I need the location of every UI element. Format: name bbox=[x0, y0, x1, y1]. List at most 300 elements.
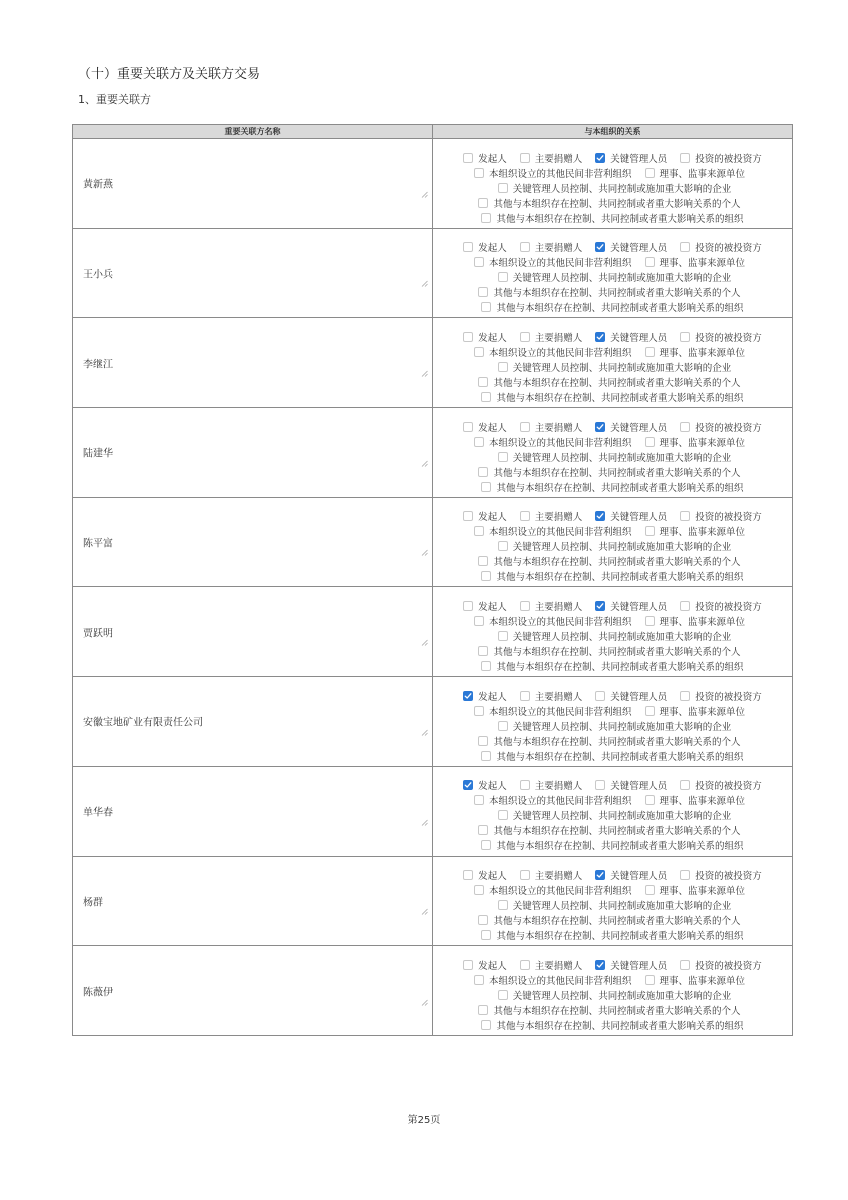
option-label: 发起人 bbox=[478, 871, 507, 882]
checkbox-icon[interactable] bbox=[520, 960, 530, 970]
option-label: 关键管理人员控制、共同控制或施加重大影响的企业 bbox=[512, 811, 732, 823]
option-key-management[interactable] bbox=[595, 868, 667, 882]
checkbox-icon[interactable] bbox=[478, 377, 488, 387]
option-key-management[interactable] bbox=[595, 778, 667, 792]
option-label: 其他与本组织存在控制、共同控制或者重大影响关系的组织 bbox=[496, 482, 744, 494]
option-label: 其他与本组织存在控制、共同控制或者重大影响关系的组织 bbox=[496, 931, 744, 942]
option-major-donor[interactable] bbox=[520, 778, 583, 792]
checkbox-icon[interactable] bbox=[645, 526, 655, 536]
option-label: 关键管理人员控制、共同控制或施加重大影响的企业 bbox=[512, 721, 732, 733]
option-other-related-organization[interactable] bbox=[481, 211, 743, 225]
checkbox-icon[interactable] bbox=[520, 242, 530, 252]
checkbox-icon[interactable] bbox=[595, 780, 605, 790]
option-label: 理事、监事来源单位 bbox=[659, 616, 746, 628]
checkbox-icon[interactable] bbox=[595, 691, 605, 701]
options-line bbox=[433, 180, 792, 195]
options-line bbox=[433, 868, 792, 883]
related-party-name-field[interactable] bbox=[73, 139, 433, 228]
options-line bbox=[433, 733, 792, 748]
option-other-related-organization[interactable] bbox=[481, 480, 743, 494]
checkbox-icon[interactable] bbox=[498, 631, 508, 641]
option-label: 其他与本组织存在控制、共同控制或者重大影响关系的个人 bbox=[493, 646, 741, 658]
table-row bbox=[73, 229, 792, 319]
relationship-options bbox=[433, 767, 792, 856]
checkbox-icon[interactable] bbox=[463, 153, 473, 163]
option-label: 关键管理人员控制、共同控制或施加重大影响的企业 bbox=[512, 452, 732, 464]
checkbox-icon[interactable] bbox=[498, 183, 508, 193]
checkbox-checked-icon[interactable] bbox=[595, 242, 605, 252]
related-party-name: 陆建华 bbox=[83, 448, 113, 460]
resize-handle-icon[interactable] bbox=[421, 370, 428, 377]
checkbox-icon[interactable] bbox=[478, 198, 488, 208]
options-line bbox=[433, 539, 792, 554]
checkbox-icon[interactable] bbox=[680, 960, 690, 970]
options-line bbox=[433, 554, 792, 569]
option-key-management[interactable] bbox=[595, 689, 667, 703]
option-label: 主要捐赠人 bbox=[534, 512, 583, 524]
column-header-name: 重要关联方名称 bbox=[73, 125, 433, 138]
option-label: 投资的被投资方 bbox=[695, 243, 762, 255]
option-label: 其他与本组织存在控制、共同控制或者重大影响关系的个人 bbox=[493, 288, 741, 300]
option-label: 本组织设立的其他民间非营利组织 bbox=[488, 437, 632, 449]
option-label: 其他与本组织存在控制、共同控制或者重大影响关系的组织 bbox=[496, 572, 744, 584]
relationship-options bbox=[433, 229, 792, 318]
relationship-options bbox=[433, 946, 792, 1036]
option-label: 关键管理人员 bbox=[610, 153, 668, 165]
checkbox-icon[interactable] bbox=[481, 1020, 491, 1030]
option-label: 其他与本组织存在控制、共同控制或者重大影响关系的组织 bbox=[496, 661, 744, 673]
options-line bbox=[433, 210, 792, 225]
option-council-source-unit[interactable] bbox=[645, 614, 746, 628]
options-line bbox=[433, 419, 792, 434]
option-other-related-individual[interactable] bbox=[478, 465, 740, 479]
option-label: 发起人 bbox=[478, 512, 507, 524]
checkbox-icon[interactable] bbox=[463, 242, 473, 252]
option-label: 其他与本组织存在控制、共同控制或者重大影响关系的组织 bbox=[496, 303, 744, 315]
option-major-donor[interactable] bbox=[520, 151, 583, 165]
related-party-name-field[interactable] bbox=[73, 587, 433, 676]
option-label: 本组织设立的其他民间非营利组织 bbox=[488, 258, 632, 270]
option-founder[interactable] bbox=[463, 778, 507, 792]
table-row bbox=[73, 498, 792, 588]
checkbox-icon[interactable] bbox=[474, 526, 484, 536]
related-party-name: 陈薇伊 bbox=[83, 987, 113, 999]
related-party-name-field[interactable] bbox=[73, 767, 433, 856]
checkbox-icon[interactable] bbox=[478, 915, 488, 925]
checkbox-icon[interactable] bbox=[680, 780, 690, 790]
checkbox-icon[interactable] bbox=[478, 287, 488, 297]
option-label: 关键管理人员 bbox=[610, 871, 668, 882]
option-label: 投资的被投资方 bbox=[695, 871, 762, 882]
checkbox-icon[interactable] bbox=[498, 541, 508, 551]
option-other-related-organization[interactable] bbox=[481, 300, 743, 314]
option-key-mgmt-controlled-entity[interactable] bbox=[498, 270, 732, 284]
option-founder[interactable] bbox=[463, 689, 507, 703]
option-investee[interactable] bbox=[680, 151, 762, 165]
option-label: 本组织设立的其他民间非营利组织 bbox=[488, 706, 632, 718]
option-founder[interactable] bbox=[463, 330, 507, 344]
checkbox-icon[interactable] bbox=[481, 571, 491, 581]
option-label: 理事、监事来源单位 bbox=[659, 975, 746, 987]
options-line bbox=[433, 255, 792, 270]
option-affiliated-npo[interactable] bbox=[474, 793, 632, 807]
option-key-mgmt-controlled-entity[interactable] bbox=[498, 898, 732, 912]
checkbox-checked-icon[interactable] bbox=[463, 691, 473, 701]
option-label: 其他与本组织存在控制、共同控制或者重大影响关系的组织 bbox=[496, 1020, 744, 1032]
options-line bbox=[433, 793, 792, 808]
option-investee[interactable] bbox=[680, 599, 762, 613]
options-line bbox=[433, 569, 792, 584]
checkbox-checked-icon[interactable] bbox=[595, 422, 605, 432]
option-label: 关键管理人员控制、共同控制或施加重大影响的企业 bbox=[512, 273, 732, 285]
option-label: 投资的被投资方 bbox=[695, 691, 762, 703]
option-key-mgmt-controlled-entity[interactable] bbox=[498, 360, 732, 374]
option-label: 关键管理人员 bbox=[610, 512, 668, 524]
checkbox-icon[interactable] bbox=[478, 646, 488, 656]
option-major-donor[interactable] bbox=[520, 240, 583, 254]
related-party-name: 杨群 bbox=[83, 897, 103, 909]
checkbox-checked-icon[interactable] bbox=[595, 332, 605, 342]
option-label: 投资的被投资方 bbox=[695, 512, 762, 524]
option-affiliated-npo[interactable] bbox=[474, 973, 632, 987]
related-party-name: 安徽宝地矿业有限责任公司 bbox=[83, 717, 203, 729]
checkbox-icon[interactable] bbox=[478, 736, 488, 746]
checkbox-icon[interactable] bbox=[520, 601, 530, 611]
checkbox-icon[interactable] bbox=[520, 691, 530, 701]
option-key-management[interactable] bbox=[595, 958, 667, 972]
option-investee[interactable] bbox=[680, 868, 762, 882]
relationship-options bbox=[433, 498, 792, 587]
option-label: 理事、监事来源单位 bbox=[659, 258, 746, 270]
option-council-source-unit[interactable] bbox=[645, 973, 746, 987]
option-other-related-organization[interactable] bbox=[481, 569, 743, 583]
checkbox-icon[interactable] bbox=[645, 168, 655, 178]
options-line bbox=[433, 823, 792, 838]
resize-handle-icon[interactable] bbox=[421, 729, 428, 736]
option-label: 发起人 bbox=[478, 422, 507, 434]
option-label: 本组织设立的其他民间非营利组织 bbox=[488, 616, 632, 628]
options-line bbox=[433, 972, 792, 987]
option-other-related-individual[interactable] bbox=[478, 1003, 740, 1017]
option-label: 关键管理人员控制、共同控制或施加重大影响的企业 bbox=[512, 542, 732, 554]
options-line bbox=[433, 898, 792, 913]
option-founder[interactable] bbox=[463, 151, 507, 165]
option-other-related-individual[interactable] bbox=[478, 375, 740, 389]
option-key-management[interactable] bbox=[595, 330, 667, 344]
checkbox-icon[interactable] bbox=[498, 990, 508, 1000]
relationship-options bbox=[433, 677, 792, 766]
checkbox-checked-icon[interactable] bbox=[595, 153, 605, 163]
resize-handle-icon[interactable] bbox=[421, 191, 428, 198]
checkbox-icon[interactable] bbox=[645, 257, 655, 267]
checkbox-icon[interactable] bbox=[498, 362, 508, 372]
table-row bbox=[73, 318, 792, 408]
options-line bbox=[433, 285, 792, 300]
option-label: 主要捐赠人 bbox=[534, 960, 583, 972]
options-line bbox=[433, 778, 792, 793]
option-affiliated-npo[interactable] bbox=[474, 255, 632, 269]
option-other-related-individual[interactable] bbox=[478, 734, 740, 748]
checkbox-icon[interactable] bbox=[463, 511, 473, 521]
option-other-related-individual[interactable] bbox=[478, 913, 740, 927]
option-label: 投资的被投资方 bbox=[695, 601, 762, 613]
option-label: 关键管理人员 bbox=[610, 960, 668, 972]
subsection-title: 1、重要关联方 bbox=[78, 93, 151, 106]
table-header bbox=[73, 125, 792, 139]
option-founder[interactable] bbox=[463, 958, 507, 972]
checkbox-icon[interactable] bbox=[481, 930, 491, 940]
checkbox-icon[interactable] bbox=[645, 706, 655, 716]
checkbox-icon[interactable] bbox=[520, 422, 530, 432]
options-line bbox=[433, 883, 792, 898]
checkbox-icon[interactable] bbox=[680, 511, 690, 521]
option-council-source-unit[interactable] bbox=[645, 883, 746, 897]
option-council-source-unit[interactable] bbox=[645, 704, 746, 718]
option-label: 其他与本组织存在控制、共同控制或者重大影响关系的组织 bbox=[496, 392, 744, 404]
option-major-donor[interactable] bbox=[520, 599, 583, 613]
option-key-mgmt-controlled-entity[interactable] bbox=[498, 719, 732, 733]
checkbox-icon[interactable] bbox=[474, 795, 484, 805]
checkbox-checked-icon[interactable] bbox=[463, 780, 473, 790]
option-other-related-individual[interactable] bbox=[478, 554, 740, 568]
checkbox-icon[interactable] bbox=[520, 780, 530, 790]
resize-handle-icon[interactable] bbox=[421, 639, 428, 646]
option-investee[interactable] bbox=[680, 778, 762, 792]
checkbox-icon[interactable] bbox=[498, 900, 508, 910]
checkbox-icon[interactable] bbox=[498, 721, 508, 731]
option-major-donor[interactable] bbox=[520, 509, 583, 523]
checkbox-icon[interactable] bbox=[474, 706, 484, 716]
option-other-related-individual[interactable] bbox=[478, 285, 740, 299]
option-key-management[interactable] bbox=[595, 151, 667, 165]
options-line bbox=[433, 1017, 792, 1032]
option-investee[interactable] bbox=[680, 958, 762, 972]
option-major-donor[interactable] bbox=[520, 330, 583, 344]
option-other-related-organization[interactable] bbox=[481, 838, 743, 852]
option-label: 其他与本组织存在控制、共同控制或者重大影响关系的个人 bbox=[493, 1005, 741, 1017]
option-key-mgmt-controlled-entity[interactable] bbox=[498, 181, 732, 195]
checkbox-icon[interactable] bbox=[474, 437, 484, 447]
checkbox-icon[interactable] bbox=[463, 422, 473, 432]
option-affiliated-npo[interactable] bbox=[474, 166, 632, 180]
checkbox-icon[interactable] bbox=[463, 332, 473, 342]
option-other-related-organization[interactable] bbox=[481, 1018, 743, 1032]
options-line bbox=[433, 643, 792, 658]
option-label: 关键管理人员 bbox=[610, 332, 668, 344]
checkbox-icon[interactable] bbox=[520, 870, 530, 880]
options-line bbox=[433, 329, 792, 344]
options-line bbox=[433, 449, 792, 464]
checkbox-icon[interactable] bbox=[520, 153, 530, 163]
option-affiliated-npo[interactable] bbox=[474, 883, 632, 897]
resize-handle-icon[interactable] bbox=[421, 460, 428, 467]
checkbox-icon[interactable] bbox=[481, 840, 491, 850]
option-affiliated-npo[interactable] bbox=[474, 345, 632, 359]
checkbox-icon[interactable] bbox=[481, 392, 491, 402]
option-key-management[interactable] bbox=[595, 599, 667, 613]
resize-handle-icon[interactable] bbox=[421, 908, 428, 915]
option-label: 其他与本组织存在控制、共同控制或者重大影响关系的个人 bbox=[493, 467, 741, 479]
option-founder[interactable] bbox=[463, 240, 507, 254]
option-affiliated-npo[interactable] bbox=[474, 704, 632, 718]
option-founder[interactable] bbox=[463, 599, 507, 613]
related-party-name-field[interactable] bbox=[73, 946, 433, 1036]
options-line bbox=[433, 703, 792, 718]
option-key-management[interactable] bbox=[595, 420, 667, 434]
checkbox-icon[interactable] bbox=[463, 960, 473, 970]
option-affiliated-npo[interactable] bbox=[474, 524, 632, 538]
option-investee[interactable] bbox=[680, 420, 762, 434]
related-party-name-field[interactable] bbox=[73, 318, 433, 407]
option-investee[interactable] bbox=[680, 240, 762, 254]
options-line bbox=[433, 808, 792, 823]
checkbox-icon[interactable] bbox=[474, 257, 484, 267]
options-line bbox=[433, 374, 792, 389]
option-founder[interactable] bbox=[463, 509, 507, 523]
options-line bbox=[433, 270, 792, 285]
checkbox-icon[interactable] bbox=[498, 272, 508, 282]
resize-handle-icon[interactable] bbox=[421, 999, 428, 1006]
related-party-name-field[interactable] bbox=[73, 857, 433, 946]
checkbox-icon[interactable] bbox=[645, 975, 655, 985]
checkbox-icon[interactable] bbox=[481, 661, 491, 671]
checkbox-checked-icon[interactable] bbox=[595, 511, 605, 521]
option-key-management[interactable] bbox=[595, 509, 667, 523]
checkbox-icon[interactable] bbox=[645, 885, 655, 895]
related-party-name-field[interactable] bbox=[73, 677, 433, 766]
checkbox-icon[interactable] bbox=[478, 556, 488, 566]
checkbox-icon[interactable] bbox=[474, 347, 484, 357]
checkbox-icon[interactable] bbox=[645, 616, 655, 626]
option-major-donor[interactable] bbox=[520, 420, 583, 434]
checkbox-icon[interactable] bbox=[474, 885, 484, 895]
option-other-related-organization[interactable] bbox=[481, 659, 743, 673]
relationship-options bbox=[433, 318, 792, 407]
options-line bbox=[433, 598, 792, 613]
option-label: 理事、监事来源单位 bbox=[659, 437, 746, 449]
option-other-related-organization[interactable] bbox=[481, 749, 743, 763]
option-key-mgmt-controlled-entity[interactable] bbox=[498, 808, 732, 822]
option-council-source-unit[interactable] bbox=[645, 345, 746, 359]
checkbox-checked-icon[interactable] bbox=[595, 960, 605, 970]
option-label: 关键管理人员 bbox=[610, 691, 668, 703]
checkbox-checked-icon[interactable] bbox=[595, 870, 605, 880]
checkbox-icon[interactable] bbox=[463, 870, 473, 880]
section-title: （十）重要关联方及关联方交易 bbox=[78, 67, 261, 82]
option-label: 关键管理人员 bbox=[610, 243, 668, 255]
option-other-related-individual[interactable] bbox=[478, 644, 740, 658]
checkbox-icon[interactable] bbox=[463, 601, 473, 611]
option-key-mgmt-controlled-entity[interactable] bbox=[498, 450, 732, 464]
checkbox-icon[interactable] bbox=[478, 467, 488, 477]
option-major-donor[interactable] bbox=[520, 868, 583, 882]
option-other-related-organization[interactable] bbox=[481, 390, 743, 404]
checkbox-icon[interactable] bbox=[520, 332, 530, 342]
checkbox-icon[interactable] bbox=[474, 616, 484, 626]
option-founder[interactable] bbox=[463, 868, 507, 882]
checkbox-icon[interactable] bbox=[520, 511, 530, 521]
checkbox-icon[interactable] bbox=[474, 168, 484, 178]
checkbox-icon[interactable] bbox=[481, 213, 491, 223]
option-investee[interactable] bbox=[680, 509, 762, 523]
option-other-related-organization[interactable] bbox=[481, 928, 743, 942]
checkbox-icon[interactable] bbox=[680, 332, 690, 342]
checkbox-icon[interactable] bbox=[478, 1005, 488, 1015]
option-affiliated-npo[interactable] bbox=[474, 614, 632, 628]
option-other-related-individual[interactable] bbox=[478, 823, 740, 837]
options-line bbox=[433, 150, 792, 165]
checkbox-icon[interactable] bbox=[680, 870, 690, 880]
related-party-name-field[interactable] bbox=[73, 229, 433, 318]
options-line bbox=[433, 658, 792, 673]
options-line bbox=[433, 479, 792, 494]
option-label: 其他与本组织存在控制、共同控制或者重大影响关系的个人 bbox=[493, 557, 741, 569]
option-label: 关键管理人员 bbox=[610, 601, 668, 613]
checkbox-icon[interactable] bbox=[645, 437, 655, 447]
checkbox-icon[interactable] bbox=[680, 422, 690, 432]
checkbox-icon[interactable] bbox=[481, 302, 491, 312]
option-founder[interactable] bbox=[463, 420, 507, 434]
option-council-source-unit[interactable] bbox=[645, 166, 746, 180]
option-label: 本组织设立的其他民间非营利组织 bbox=[488, 527, 632, 539]
option-council-source-unit[interactable] bbox=[645, 435, 746, 449]
option-investee[interactable] bbox=[680, 330, 762, 344]
checkbox-icon[interactable] bbox=[645, 347, 655, 357]
checkbox-icon[interactable] bbox=[481, 482, 491, 492]
option-label: 本组织设立的其他民间非营利组织 bbox=[488, 168, 632, 180]
option-label: 发起人 bbox=[478, 332, 507, 344]
option-label: 理事、监事来源单位 bbox=[659, 886, 746, 897]
option-key-management[interactable] bbox=[595, 240, 667, 254]
checkbox-icon[interactable] bbox=[680, 601, 690, 611]
checkbox-icon[interactable] bbox=[478, 825, 488, 835]
option-label: 理事、监事来源单位 bbox=[659, 347, 746, 359]
resize-handle-icon[interactable] bbox=[421, 280, 428, 287]
checkbox-icon[interactable] bbox=[645, 795, 655, 805]
option-council-source-unit[interactable] bbox=[645, 255, 746, 269]
option-council-source-unit[interactable] bbox=[645, 524, 746, 538]
option-key-mgmt-controlled-entity[interactable] bbox=[498, 988, 732, 1002]
option-affiliated-npo[interactable] bbox=[474, 435, 632, 449]
option-label: 关键管理人员控制、共同控制或施加重大影响的企业 bbox=[512, 990, 732, 1002]
option-key-mgmt-controlled-entity[interactable] bbox=[498, 629, 732, 643]
option-label: 关键管理人员 bbox=[610, 781, 668, 793]
option-other-related-individual[interactable] bbox=[478, 196, 740, 210]
table-row bbox=[73, 857, 792, 947]
checkbox-icon[interactable] bbox=[474, 975, 484, 985]
checkbox-icon[interactable] bbox=[498, 452, 508, 462]
option-major-donor[interactable] bbox=[520, 689, 583, 703]
resize-handle-icon[interactable] bbox=[421, 819, 428, 826]
options-line bbox=[433, 524, 792, 539]
checkbox-icon[interactable] bbox=[680, 691, 690, 701]
checkbox-checked-icon[interactable] bbox=[595, 601, 605, 611]
checkbox-icon[interactable] bbox=[680, 153, 690, 163]
option-investee[interactable] bbox=[680, 689, 762, 703]
checkbox-icon[interactable] bbox=[481, 751, 491, 761]
option-label: 其他与本组织存在控制、共同控制或者重大影响关系的个人 bbox=[493, 826, 741, 838]
checkbox-icon[interactable] bbox=[680, 242, 690, 252]
related-party-name-field[interactable] bbox=[73, 498, 433, 587]
option-key-mgmt-controlled-entity[interactable] bbox=[498, 539, 732, 553]
option-major-donor[interactable] bbox=[520, 958, 583, 972]
option-council-source-unit[interactable] bbox=[645, 793, 746, 807]
checkbox-icon[interactable] bbox=[498, 810, 508, 820]
options-line bbox=[433, 987, 792, 1002]
related-party-name-field[interactable] bbox=[73, 408, 433, 497]
resize-handle-icon[interactable] bbox=[421, 549, 428, 556]
options-line bbox=[433, 1002, 792, 1017]
